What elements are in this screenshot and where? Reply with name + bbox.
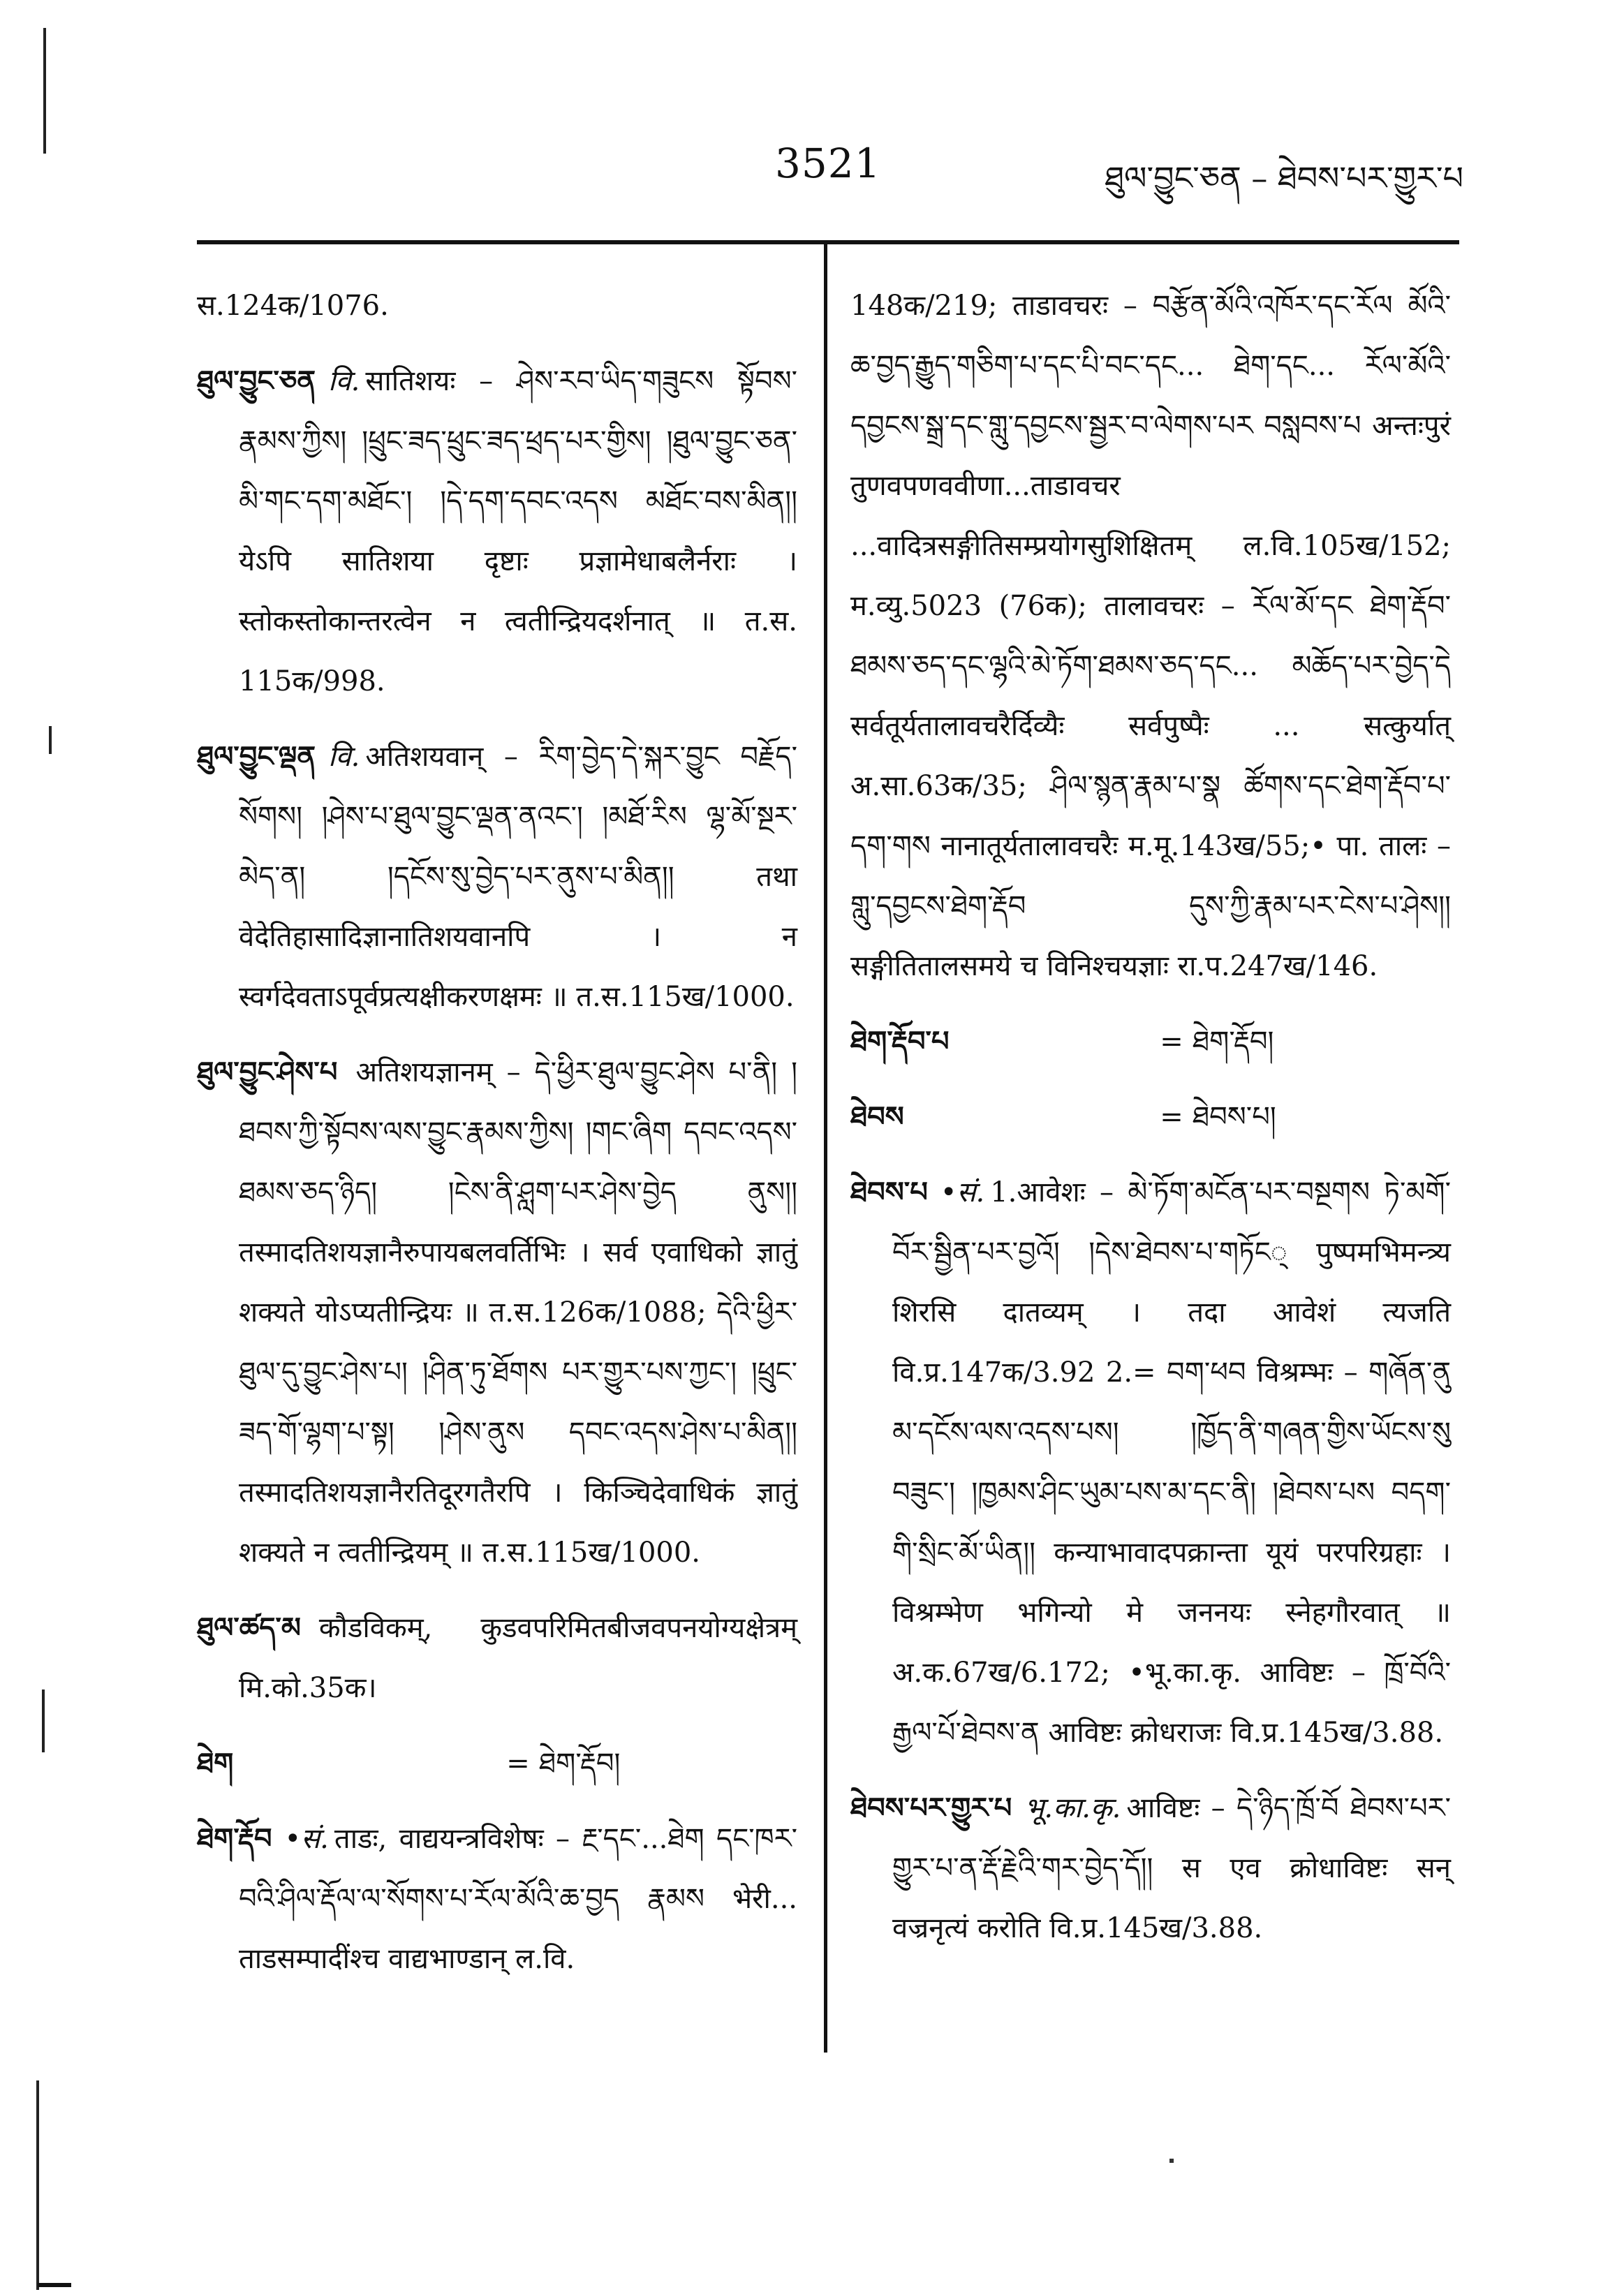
dictionary-entry bbox=[197, 727, 797, 1027]
xref-equals: = bbox=[1160, 1101, 1183, 1133]
running-head: ཐུལ་བྱུང་ཅན – ཐེབས་པར་གྱུར་པ bbox=[1105, 159, 1463, 197]
entry-body: अतिशयवान् – རིག་བྱེད་དེ་སྐར་བྱུང བརྗོད་སོགས། །ཤེས་པ་ཐུལ་བྱུང་ལྡན་ནའང་། །མཐོ་རིས ལྷ་མོ་སྔར་མེད་ན། །དངོས་སུ་བྱེད་པར་ནུས་པ་མིན།། तथा वेदेतिहासादिज्ञानातिशयवानपि । न स्वर्गदेवताऽपूर्वप्रत्यक्षीकरणक्षमः ॥ त.स.115ख/1000. bbox=[239, 741, 797, 1013]
entry-headword: ཐེག་རྡོབ bbox=[197, 1822, 272, 1855]
entry-headword: ཐུལ་ཚད་མ bbox=[197, 1611, 301, 1644]
scan-margin-line bbox=[49, 726, 52, 754]
entry-body: 1.आवेशः – མེ་ཏོག་མངོན་པར་བསྔགས ཏེ་མགོ་བོར་སྦྱིན་པར་བྱའོ། །དེས་ཐེབས་པ་གཏོང् पुष्पमभिमन्त्र्य शिरसि दातव्यम् । तदा आवेशं त्यजति वि.प्र.147क/3.92 2.= བག་ཕབ विश्रम्भः – གཞོན་ནུ མ་དངོས་ལས་འདས་པས། །ཁྱོད་ནི་གཞན་གྱིས་ཡོངས་སུ བཟུང་། །ཁྱམས་ཤིང་ཡུམ་པས་མ་དང་ནི། །ཐེབས་པས བདག་གི་སྲིང་མོ་ཡིན།། कन्याभावादपक्रान्ता यूयं परपरिग्रहाः । विश्रम्भेण भगिन्यो मे जननयः स्नेहगौरवात् ॥ अ.क.67ख/6.172; •भू.का.कृ. आविष्टः – ཁྲོ་བོའི་རྒྱལ་པོ་ཐེབས་ན आविष्टः क्रोधराजः वि.प्र.145ख/3.88. bbox=[892, 1176, 1451, 1749]
cross-reference bbox=[850, 1087, 1451, 1147]
entry-body: ताडः, वाद्ययन्त्रविशेषः – རྔ་དང་...ཐེག དང་ཁར་བའི་ཤིལ་རྡོལ་ལ་སོགས་པ་རོལ་མོའི་ཆ་བྱད རྣམས भेरी... ताडसम्पादींश्च वाद्यभाण्डान् ल.वि. bbox=[239, 1823, 797, 1975]
xref-target: ཐེག་རྡོབ། bbox=[539, 1747, 621, 1780]
entry-headword: ཐེབས་པ bbox=[850, 1176, 928, 1208]
entry-headword: ཐེབས་པར་གྱུར་པ bbox=[850, 1791, 1012, 1824]
grammar-label: •सं. bbox=[940, 1176, 985, 1208]
dictionary-entry bbox=[197, 351, 797, 711]
right-column bbox=[850, 276, 1451, 1974]
scan-speck bbox=[1169, 2159, 1174, 2163]
left-column bbox=[197, 276, 797, 2004]
xref-headword: ཐེག་རྡོབ་པ bbox=[850, 1025, 950, 1058]
entry-body: कौडविकम्, कुडवपरिमितबीजवपनयोग्यक्षेत्रम् मि.को.35क। bbox=[239, 1612, 797, 1704]
scan-corner-mark bbox=[38, 2283, 71, 2287]
entry-headword: ཐུལ་བྱུང་ལྡན bbox=[197, 740, 316, 773]
entry-headword: ཐུལ་བྱུང་ཅན bbox=[197, 364, 316, 397]
grammar-label: •सं. bbox=[284, 1823, 329, 1855]
xref-equals: = bbox=[1160, 1026, 1183, 1058]
xref-target: ཐེག་རྡོབ། bbox=[1193, 1026, 1274, 1058]
header-rule bbox=[197, 240, 1459, 244]
column-divider bbox=[824, 244, 827, 2053]
scan-margin-line bbox=[43, 28, 46, 154]
dictionary-entry bbox=[850, 1162, 1451, 1763]
cross-reference bbox=[850, 1012, 1451, 1072]
dictionary-entry bbox=[197, 1042, 797, 1583]
grammar-label: वि. bbox=[328, 741, 360, 773]
entry-headword: ཐུལ་བྱུང་ཤེས་པ bbox=[197, 1056, 338, 1088]
xref-equals: = bbox=[506, 1747, 530, 1780]
dictionary-entry bbox=[197, 1598, 797, 1718]
cross-reference bbox=[197, 1733, 797, 1794]
dictionary-entry bbox=[197, 1809, 797, 1989]
entry-body: सातिशयः – ཤེས་རབ་ཡིད་གཟུངས སྟོབས་རྣམས་ཀྱིས། །ཕྲུང་ཟད་ཕྲུང་ཟད་ཕྲད་པར་གྱིས། །ཐུལ་བྱུང་ཅན་མི་གང་དག་མཐོང་། །དེ་དག་དབང་འདས མཐོང་བས་མིན།། येऽपि सातिशया दृष्टाः प्रज्ञामेधाबलैर्नराः । स्तोकस्तोकान्तरत्वेन न त्वतीन्द्रियदर्शनात् ॥ त.स. 115क/998. bbox=[239, 365, 797, 697]
entry-body: अतिशयज्ञानम् – དེ་ཕྱིར་ཐུལ་བྱུང་ཤེས པ་ནི། །ཐབས་ཀྱི་སྟོབས་ལས་བྱུང་རྣམས་ཀྱིས། །གང་ཞིག དབང་འདས་ཐམས་ཅད་ཉིད། །ངེས་ནི་ཤླག་པར་ཤེས་བྱེད ནུས།། तस्मादतिशयज्ञानैरुपायबलवर्तिभिः । सर्व एवाधिको ज्ञातुं शक्यते योऽप्यतीन्द्रियः ॥ त.स.126क/1088; དེའི་ཕྱིར་ཐུལ་དུ་བྱུང་ཤེས་པ། །ཤིན་ཏུ་ཐོགས པར་གྱུར་པས་ཀྱང་། །ཕྲུང་ཟད་གོ་ལྷག་པ་སྟ། །ཤེས་ནུས དབང་འདས་ཤེས་པ་མིན།། तस्मादतिशयज्ञानैरतिदूरगतैरपि । किञ्चिदेवाधिकं ज्ञातुं शक्यते न त्वतीन्द्रियम् ॥ त.स.115ख/1000. bbox=[239, 1056, 797, 1569]
xref-target: ཐེབས་པ། bbox=[1193, 1101, 1276, 1133]
xref-headword: ཐེག bbox=[197, 1747, 234, 1780]
entry-body: आविष्टः – དེ་ཉིད་ཁྲོ་བོ ཐེབས་པར་གྱུར་པ་ན་རྡོ་རྗེའི་གར་བྱེད་དོ།། स एव क्रोधाविष्टः सन् वज्रनृत्यं करोति वि.प्र.145ख/3.88. bbox=[892, 1792, 1451, 1944]
grammar-label: वि. bbox=[328, 365, 360, 397]
xref-headword: ཐེབས bbox=[850, 1100, 904, 1133]
grammar-label: भू.का.कृ. bbox=[1024, 1792, 1121, 1824]
continuation-text: स.124क/1076. bbox=[197, 290, 389, 322]
page-number: 3521 bbox=[775, 140, 881, 187]
continuation-text: 148क/219; ताडावचरः – བརྩོན་མོའི་འཁོར་དང་རོལ མོའི་ཆ་བྱད་རྒྱུད་གཅིག་པ་དང་པི་བང་དང... ཐེག་དང... རོལ་མོའི་དབྱངས་སྒྲ་དང་གླུ་དབྱངས་སྦྱར་བ་ལེགས་པར བསླབས་པ अन्तःपुरं तुणवपणववीणा...ताडावचर ...वादित्रसङ्गीतिसम्प्रयोगसुशिक्षितम् ल.वि.105ख/152; म.व्यु.5023 (76क); तालावचरः – རོལ་མོ་དང ཐེག་རྡོབ་ཐམས་ཅད་དང་ལྷའི་མེ་ཏོག་ཐམས་ཅད་དང... མཆོད་པར་བྱེད་དེ सर्वतूर्यतालावचरैर्दिव्यैः सर्वपुष्पैः ... सत्कुर्यात् अ.सा.63क/35; ཤིལ་སྙན་རྣམ་པ་སྣ ཚོགས་དང་ཐེག་རྡོབ་པ་དག་གས नानातूर्यतालावचरैः म.मू.143ख/55;• पा. तालः – གླུ་དབྱངས་ཐེག་རྡོབ དུས་ཀྱི་རྣམ་པར་ངེས་པ་ཤེས།། सङ्गीतितालसमये च विनिश्चयज्ञाः रा.प.247ख/146. bbox=[850, 290, 1451, 982]
scan-margin-line bbox=[36, 2080, 39, 2290]
dictionary-entry bbox=[850, 1778, 1451, 1958]
scan-margin-line bbox=[42, 1690, 45, 1752]
